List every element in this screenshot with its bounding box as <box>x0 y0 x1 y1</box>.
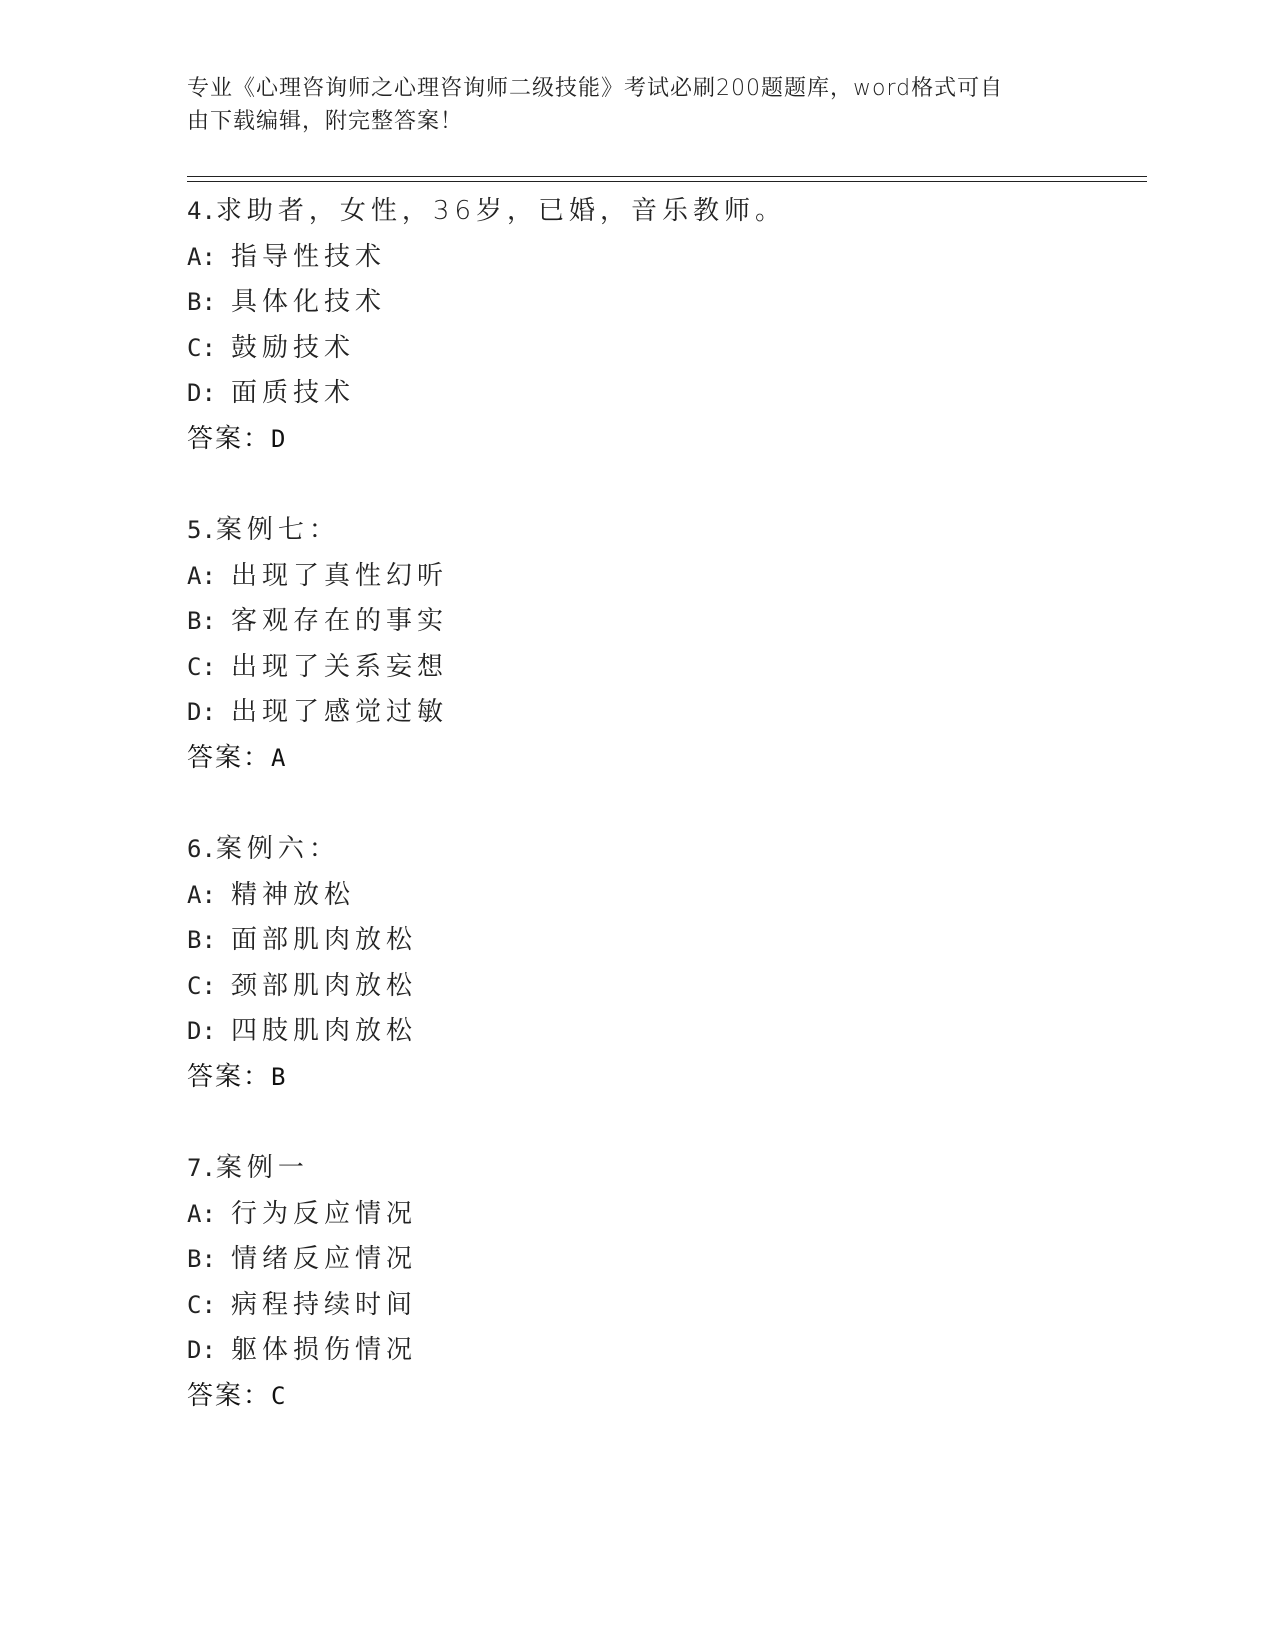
answer-line <box>187 736 1087 782</box>
option-d <box>187 690 1087 736</box>
option-c <box>187 964 1087 1010</box>
option-key: A: <box>187 561 216 590</box>
option-key: D: <box>187 379 216 407</box>
answer-value: A <box>271 743 288 772</box>
option-text: 情绪反应情况 <box>231 1244 418 1274</box>
answer-label: 答案： <box>187 1061 272 1092</box>
option-text: 出现了关系妄想 <box>231 651 449 682</box>
option-text: 指导性技术 <box>231 241 387 272</box>
option-c <box>187 326 1087 372</box>
option-b <box>187 1237 1087 1283</box>
option-d <box>187 1328 1087 1374</box>
question-number: 7. <box>187 1154 216 1182</box>
question-text: 案例六： <box>215 834 340 864</box>
option-text: 颈部肌肉放松 <box>231 970 418 1001</box>
option-b <box>187 599 1087 645</box>
question-item <box>187 189 1087 462</box>
option-text: 出现了感觉过敏 <box>231 697 449 727</box>
question-list <box>187 189 1087 1465</box>
answer-label: 答案： <box>187 423 272 454</box>
option-text: 具体化技术 <box>231 287 387 317</box>
question-stem <box>187 827 1087 873</box>
question-item <box>187 1146 1087 1419</box>
option-key: B: <box>187 1245 216 1273</box>
option-d <box>187 1009 1087 1055</box>
question-text: 求助者，女性，36岁，已婚，音乐教师。 <box>215 196 786 226</box>
option-text: 客观存在的事实 <box>231 606 449 636</box>
answer-value: C <box>271 1381 288 1410</box>
header-divider-bottom <box>187 181 1147 182</box>
option-key: C: <box>187 1290 216 1319</box>
option-text: 四肢肌肉放松 <box>231 1016 418 1046</box>
option-c <box>187 645 1087 691</box>
question-item <box>187 827 1087 1100</box>
question-number: 5. <box>187 516 216 544</box>
option-b <box>187 280 1087 326</box>
option-text: 行为反应情况 <box>231 1198 418 1229</box>
option-a <box>187 554 1087 600</box>
question-text: 案例七： <box>215 515 340 545</box>
answer-label: 答案： <box>187 1380 272 1411</box>
option-text: 出现了真性幻听 <box>231 560 449 591</box>
option-b <box>187 918 1087 964</box>
answer-label: 答案： <box>187 742 272 773</box>
option-c <box>187 1283 1087 1329</box>
option-text: 面质技术 <box>231 378 356 408</box>
answer-line <box>187 1374 1087 1420</box>
option-key: B: <box>187 607 216 635</box>
option-text: 病程持续时间 <box>231 1289 418 1320</box>
answer-value: B <box>271 1062 288 1091</box>
option-key: B: <box>187 926 216 954</box>
answer-line <box>187 1055 1087 1101</box>
header-line-2: 由下载编辑，附完整答案！ <box>187 109 464 134</box>
option-text: 面部肌肉放松 <box>231 925 418 955</box>
option-a <box>187 1192 1087 1238</box>
option-key: C: <box>187 333 216 362</box>
answer-line <box>187 417 1087 463</box>
option-a <box>187 235 1087 281</box>
option-key: C: <box>187 971 216 1000</box>
option-key: D: <box>187 1336 216 1364</box>
header-line-1: 专业《心理咨询师之心理咨询师二级技能》考试必刷200题题库，word格式可自 <box>187 76 1004 101</box>
option-key: A: <box>187 1199 216 1228</box>
question-stem <box>187 508 1087 554</box>
answer-value: D <box>271 424 288 453</box>
question-number: 4. <box>187 197 216 225</box>
option-key: B: <box>187 288 216 316</box>
option-key: A: <box>187 880 216 909</box>
document-header-note <box>187 72 1067 138</box>
option-text: 精神放松 <box>231 879 356 910</box>
header-divider-top <box>187 176 1147 177</box>
option-text: 鼓励技术 <box>231 332 356 363</box>
question-stem <box>187 189 1087 235</box>
option-d <box>187 371 1087 417</box>
option-text: 躯体损伤情况 <box>231 1335 418 1365</box>
option-key: A: <box>187 242 216 271</box>
option-a <box>187 873 1087 919</box>
question-stem <box>187 1146 1087 1192</box>
question-text: 案例一 <box>215 1153 309 1183</box>
option-key: C: <box>187 652 216 681</box>
option-key: D: <box>187 698 216 726</box>
question-item <box>187 508 1087 781</box>
question-number: 6. <box>187 835 216 863</box>
option-key: D: <box>187 1017 216 1045</box>
